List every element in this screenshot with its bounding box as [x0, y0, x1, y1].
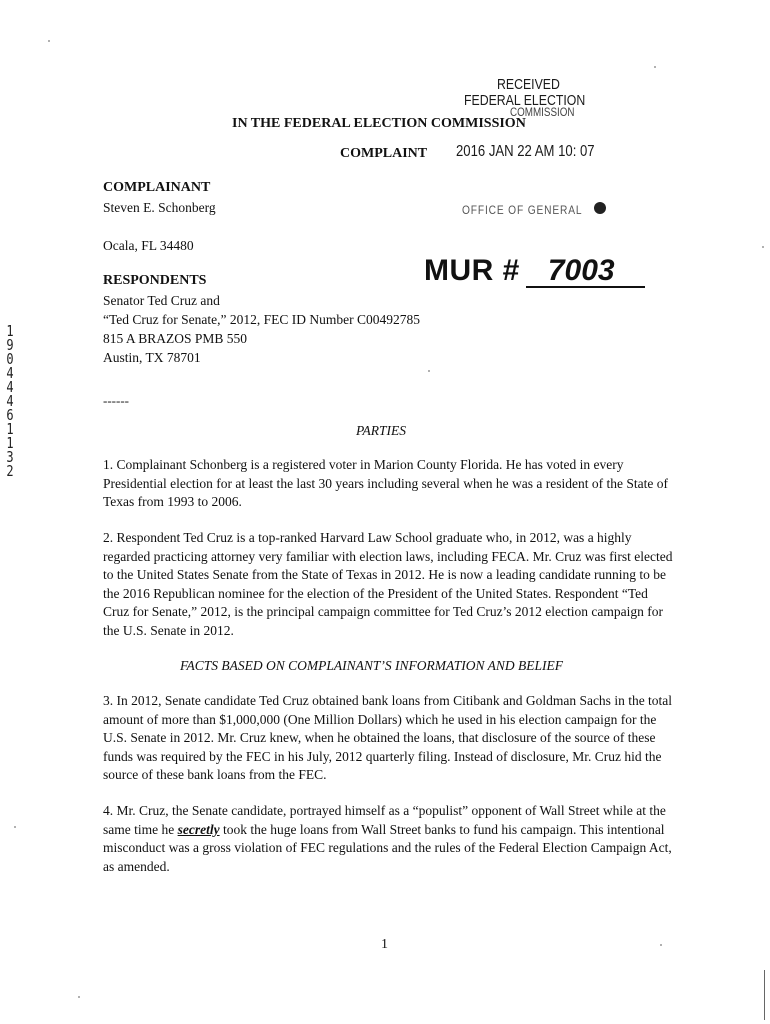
stamp-received: RECEIVED — [497, 76, 560, 93]
respondent-line: Austin, TX 78701 — [103, 350, 201, 365]
paragraph-1: 1. Complainant Schonberg is a registered voter in Marion County Florida. He has voted in every Presidential election for at least the last 30 years including several when he was a resident of the State of Texas from 1993 to 2006. — [103, 457, 668, 509]
scan-speck — [762, 246, 764, 248]
separator-dashes: ------ — [103, 393, 129, 408]
complaint-heading: COMPLAINT — [340, 146, 428, 161]
mur-label: MUR # — [424, 254, 520, 287]
document-title: IN THE FEDERAL ELECTION COMMISSION — [232, 116, 526, 131]
scan-speck — [78, 996, 80, 998]
complainant-heading: COMPLAINANT — [103, 180, 211, 195]
paragraph-2: 2. Respondent Ted Cruz is a top-ranked Harvard Law School graduate who, in 2012, was a highly regarded practicing attorney very familiar with election laws, including FECA. Mr. Cruz was first elected to the United States Senate from the State of Texas in 2012. He is now a leading candidate running to be the 2016 Republican nominee for the election of the President of the United States. Respondent “Ted Cruz for Senate,” 2012, is the principal campaign committee for Ted Cruz’s 2012 election campaign for the U.S. Senate in 2012. — [103, 530, 673, 638]
date-stamp: 2016 JAN 22 AM 10: 07 — [456, 143, 595, 160]
section-parties: PARTIES — [356, 423, 406, 438]
paragraph-4-text-rest: took the huge loans from Wall Street banks to fund his campaign. This intentional misconduct was a gross violation of FEC regulations and the rules of the Federal Election Campaign Act, as amended. — [103, 821, 672, 874]
scan-speck — [428, 370, 430, 372]
scan-speck — [48, 40, 50, 42]
mur-block — [424, 254, 645, 288]
complainant-name: Steven E. Schonberg — [103, 200, 216, 215]
mur-number: 7003 — [526, 256, 645, 288]
scan-speck — [660, 944, 662, 946]
side-document-number: 19044461132 — [6, 322, 14, 480]
stamp-federal-election: FEDERAL ELECTION — [464, 92, 586, 109]
office-stamp: OFFICE OF GENERAL — [462, 203, 583, 217]
respondent-line: “Ted Cruz for Senate,” 2012, FEC ID Number C00492785 — [103, 312, 420, 327]
stamp-commission-overlay: COMMISSION — [510, 105, 575, 119]
paragraph-3: 3. In 2012, Senate candidate Ted Cruz obtained bank loans from Citibank and Goldman Sachs in the total amount of more than $1,000,000 (One Million Dollars) which he used in his election campaign for the U.S. Senate in 2012. Mr. Cruz knew, when he obtained the loans, that disclosure of the source of these funds was required by the FEC in his July, 2012 quarterly filing. Instead of disclosure, Mr. Cruz hid the source of these bank loans from the FEC. — [103, 693, 673, 782]
paragraph-4-emphasis: secretly — [177, 821, 220, 837]
paragraph-4-text: 4. Mr. Cruz, the Senate candidate, portrayed himself as a “populist” opponent of Wall Street while at the same time he — [103, 803, 666, 837]
scan-edge-line — [764, 970, 765, 1020]
stamp-mark-icon — [594, 202, 606, 214]
complainant-city: Ocala, FL 34480 — [103, 238, 194, 253]
page-number: 1 — [381, 937, 388, 952]
section-facts: FACTS BASED ON COMPLAINANT’S INFORMATION AND BELIEF — [180, 658, 563, 673]
scan-speck — [654, 66, 656, 68]
respondent-line: Senator Ted Cruz and — [103, 293, 220, 308]
paragraph-4 — [103, 802, 673, 876]
scan-speck — [14, 826, 16, 828]
respondent-line: 815 A BRAZOS PMB 550 — [103, 331, 248, 346]
respondents-heading: RESPONDENTS — [103, 273, 207, 288]
